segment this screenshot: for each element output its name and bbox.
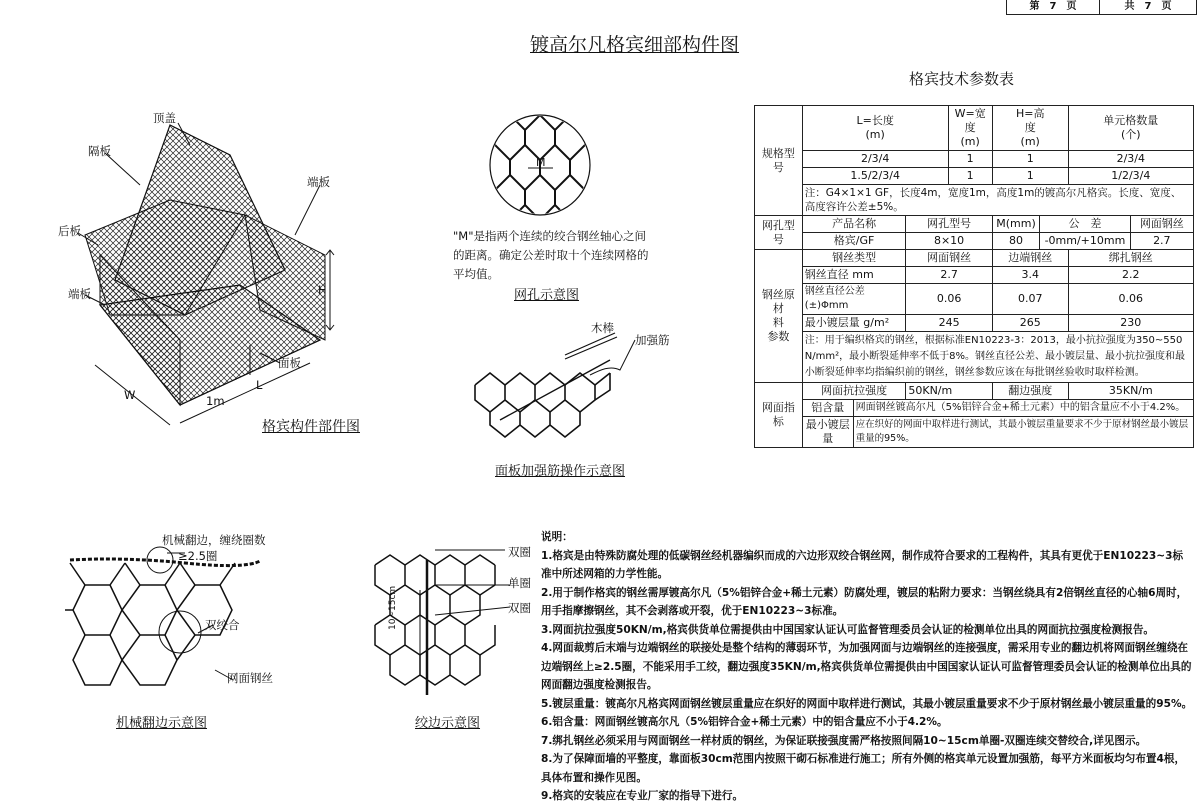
panel-stick-label: 木棒 (591, 321, 614, 335)
selvedge-wire: 网面钢丝 (227, 671, 273, 685)
net-r1-c2: 翻边强度 (992, 383, 1068, 400)
wire-header (755, 250, 803, 383)
mesh-caption: 网孔示意图 (514, 288, 580, 303)
note-item-6: 6.铝含量：网面钢丝镀高尔凡（5%铝锌合金+稀土元素）中的铝含量应不小于4.2%。 (541, 716, 948, 728)
note-item-9: 9.格宾的安装应在专业厂家的指导下进行。 (541, 790, 744, 802)
spec-table (754, 105, 1194, 448)
wire-header-line3: 参数 (767, 330, 790, 343)
panel-rebar-label: 加强筋 (635, 333, 670, 347)
net-r3-c0: 最小镀层量 (802, 417, 853, 448)
mesh-m-label: M (536, 156, 546, 169)
wire-header-line1: 钢丝原材 (761, 288, 795, 315)
wire-col-type: 钢丝类型 (802, 250, 906, 267)
wire-r1-c1: 2.7 (906, 267, 992, 284)
note-item-2: 2.用于制作格宾的钢丝需厚镀高尔凡（5%铝锌合金+稀土元素）防腐处理，镀层的粘附力要求：当钢丝绕具有2倍钢丝直径的心轴6周时，用手指摩擦钢丝，其不会剥落或开裂，优于EN10223~3标准。 (541, 586, 1188, 617)
twist-dim: 10~15cm (388, 585, 398, 630)
label-front: 面板 (278, 356, 301, 370)
wire-r3-c0: 最小镀层量 g/m² (802, 315, 906, 332)
mesh-val-wire: 2.7 (1130, 233, 1193, 250)
net-r1-c1: 50KN/m (906, 383, 992, 400)
wire-r3-c2: 265 (992, 315, 1068, 332)
mesh-col-type: 网孔型号 (906, 216, 992, 233)
wire-r1-c3: 2.2 (1068, 267, 1193, 284)
box-caption: 格宾构件部件图 (262, 419, 360, 435)
col-h-line1: H=高 (1015, 107, 1045, 120)
label-end-right: 端板 (307, 175, 330, 189)
col-w-line1: W=宽度 (954, 107, 986, 134)
wire-r2-c0: 钢丝直径公差(±)Φmm (802, 284, 906, 315)
mesh-val-type: 8×10 (906, 233, 992, 250)
wire-r2-c3: 0.06 (1068, 284, 1193, 315)
row2-w: 1 (948, 168, 992, 185)
page-total: 共 7 页 (1099, 0, 1197, 15)
wire-r1-c0: 钢丝直径 mm (802, 267, 906, 284)
main-title: 镀高尔凡格宾细部构件图 (530, 34, 740, 56)
label-l: L (256, 378, 263, 392)
net-r3-c1: 应在织好的网面中取样进行测试，其最小镀层重量要求不少于原材钢丝最小镀层重量的95%。 (853, 417, 1193, 448)
note-item-1: 1.格宾是由特殊防腐处理的低碳钢丝经机器编织而成的六边形双绞合钢丝网，制作成符合要求的工程构件，其具有更优于EN10223~3标准中所述网箱的力学性能。 (541, 549, 1184, 580)
net-r1-c3: 35KN/m (1068, 383, 1193, 400)
mesh-col-tol: 公 差 (1040, 216, 1130, 233)
note-item-5: 5.镀层重量：镀高尔凡格宾网面钢丝镀层重量应在织好的网面中取样进行测试，其最小镀层重量要求不少于原材钢丝最小镀层重量的95%。 (541, 697, 1193, 710)
twist-double-top: 双圈 (508, 545, 531, 559)
label-back: 后板 (58, 224, 81, 238)
net-r2-c1: 网面钢丝镀高尔凡（5%铝锌合金+稀土元素）中的铝含量应不小于4.2%。 (853, 400, 1193, 417)
col-w-line2: (m) (960, 135, 980, 148)
mesh-note-line-1: "M"是指两个连续的绞合钢丝轴心之间 (453, 229, 646, 243)
mesh-header: 网孔型号 (755, 216, 803, 250)
notes-title: 说明： (541, 531, 573, 543)
label-top-lid: 顶盖 (153, 111, 176, 125)
mesh-val-name: 格宾/GF (802, 233, 906, 250)
mesh-val-tol: -0mm/+10mm (1040, 233, 1130, 250)
col-h-line2: 度 (1024, 121, 1036, 134)
mesh-val-m: 80 (992, 233, 1039, 250)
twist-single: 单圈 (508, 576, 531, 590)
notes-section (541, 528, 1193, 806)
col-l-line2: (m) (865, 128, 885, 141)
wire-col-edge: 边端钢丝 (992, 250, 1068, 267)
wire-note: 注：用于编织格宾的钢丝，根据标准EN10223-3：2013，最小抗拉强度为350~550 N/mm²，最小断裂延伸率不低于8%。钢丝直径公差、最小镀层量、最小抗拉强度和最小断裂延伸率均指编织前的钢丝，钢丝参数应该在每批钢丝验收时取样检测。 (802, 332, 1193, 383)
model-header: 规格型号 (755, 106, 803, 216)
page-current: 第 7 页 (1006, 0, 1100, 15)
row2-h: 1 (992, 168, 1068, 185)
selvedge-turns: ≥2.5圈 (178, 549, 218, 563)
note-item-7: 7.绑扎钢丝必须采用与网面钢丝一样材质的钢丝，为保证联接强度需严格按照间隔10~15cm单圈-双圈连续交替绞合,详见图示。 (541, 734, 1147, 747)
wire-r2-c2: 0.07 (992, 284, 1068, 315)
note-item-3: 3.网面抗拉强度50KN/m,格宾供货单位需提供由中国国家认证认可监督管理委员会认证的检测单位出具的网面抗拉强度检测报告。 (541, 623, 1155, 636)
mesh-note-line-3: 平均值。 (453, 267, 499, 281)
wire-r2-c1: 0.06 (906, 284, 992, 315)
selvedge-caption: 机械翻边示意图 (116, 716, 208, 731)
wire-header-line2: 料 (772, 316, 784, 329)
note-item-8: 8.为了保障面墙的平整度，靠面板30cm范围内按照干砌石标准进行施工；所有外侧的格宾单元设置加强筋，每平方米面板均匀布置4根，具体布置和操作见图。 (541, 753, 1186, 784)
wire-r3-c1: 245 (906, 315, 992, 332)
col-l-line1: L=长度 (856, 114, 894, 127)
row1-w: 1 (948, 151, 992, 168)
mesh-col-wire: 网面钢丝 (1130, 216, 1193, 233)
row2-n: 1/2/3/4 (1068, 168, 1193, 185)
label-divider: 隔板 (88, 144, 111, 158)
label-w: W (124, 388, 136, 402)
col-n-line2: (个) (1121, 128, 1141, 141)
wire-r3-c3: 230 (1068, 315, 1193, 332)
note-item-4: 4.网面裁剪后末端与边端钢丝的联接处是整个结构的薄弱环节，为加强网面与边端钢丝的连接强度，需采用专业的翻边机将网面钢丝缠绕在边端钢丝上≥2.5圈，不能采用手工绞，翻边强度35KN/m,格宾供货单位需提供由中国国家认证认可监督管理委员会认证的检测单位出具的网面翻边强度检测报告。 (541, 642, 1192, 691)
twistedge-caption: 绞边示意图 (415, 716, 481, 731)
col-h-line3: (m) (1020, 135, 1040, 148)
twist-double-bottom: 双圈 (508, 601, 531, 615)
net-header: 网面指标 (755, 383, 803, 448)
col-n-line1: 单元格数量 (1103, 114, 1159, 127)
net-r1-c0: 网面抗拉强度 (802, 383, 906, 400)
row2-l: 1.5/2/3/4 (802, 168, 948, 185)
selvedge-twist: 双绞合 (205, 618, 240, 632)
model-note: 注：G4×1×1 GF，长度4m，宽度1m，高度1m的镀高尔凡格宾。长度、宽度、高度容许公差±5%。 (802, 185, 1193, 216)
wire-r1-c2: 3.4 (992, 267, 1068, 284)
row1-h: 1 (992, 151, 1068, 168)
wire-col-tie: 绑扎钢丝 (1068, 250, 1193, 267)
row1-l: 2/3/4 (802, 151, 948, 168)
row1-n: 2/3/4 (1068, 151, 1193, 168)
mesh-col-name: 产品名称 (802, 216, 906, 233)
table-title: 格宾技术参数表 (909, 70, 1015, 88)
net-r2-c0: 铝含量 (802, 400, 853, 417)
label-end-left: 端板 (68, 287, 91, 301)
mesh-note-line-2: 的距离。确定公差时取十个连续网格的 (453, 248, 649, 262)
panel-caption: 面板加强筋操作示意图 (495, 464, 626, 479)
mesh-col-m: M(mm) (992, 216, 1039, 233)
label-one-m: 1m (206, 394, 225, 408)
label-h: H (318, 283, 327, 297)
wire-col-mesh: 网面钢丝 (906, 250, 992, 267)
selvedge-header: 机械翻边，缠绕圈数 (162, 533, 266, 547)
